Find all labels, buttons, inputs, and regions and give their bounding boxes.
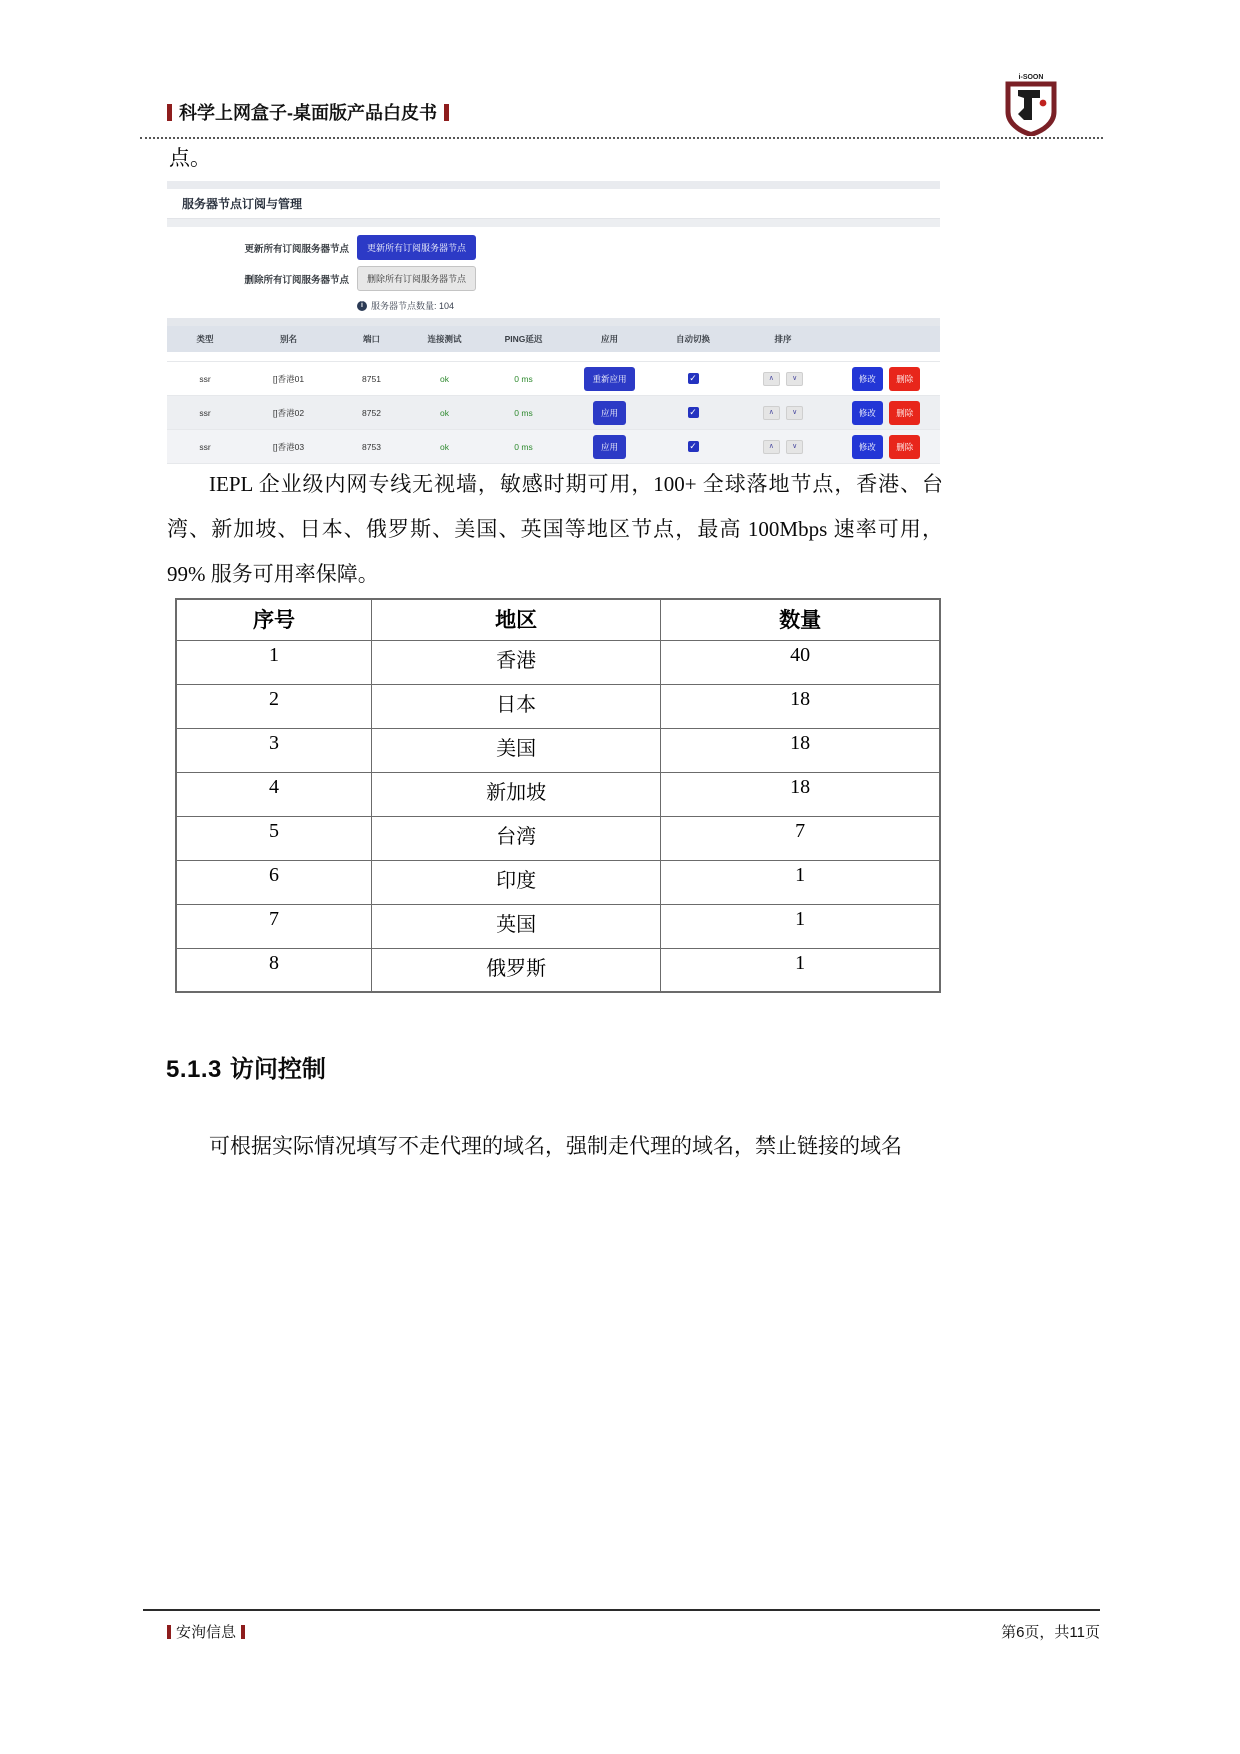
- cell-region: 英国: [372, 904, 661, 948]
- cell-count: 1: [661, 948, 940, 992]
- cell-count: 18: [661, 728, 940, 772]
- node-test-status: ok: [440, 373, 449, 384]
- region-table: [175, 598, 941, 993]
- col-port: 端口: [362, 334, 380, 344]
- delete-button[interactable]: 删除: [889, 401, 920, 425]
- red-bar-icon: [167, 1625, 171, 1639]
- node-alias: []香港02: [272, 407, 305, 418]
- delete-button[interactable]: 删除: [889, 367, 920, 391]
- region-table-header: [176, 599, 940, 640]
- reapply-button[interactable]: 重新应用: [584, 367, 634, 391]
- cell-no: 5: [176, 816, 372, 860]
- cell-region: 日本: [372, 684, 661, 728]
- node-count-text: 服务器节点数量: 104: [371, 301, 455, 311]
- red-bar-icon: [167, 104, 172, 121]
- paragraph-iepl: IEPL 企业级内网专线无视墙，敏感时期可用，100+ 全球落地节点，香港、台湾、新加坡、日本、俄罗斯、美国、英国等地区节点，最高 100Mbps 速率可用，99% 服务可用率保障。: [167, 472, 943, 586]
- auto-switch-checkbox[interactable]: ✓: [689, 407, 697, 417]
- app-divider: [167, 219, 940, 227]
- col-conn-test: 连接测试: [427, 334, 462, 344]
- col-sort: 排序: [774, 334, 792, 344]
- node-row-1: [167, 362, 940, 396]
- table-row: [176, 904, 940, 948]
- node-port: 8752: [362, 407, 381, 418]
- table-row: [176, 728, 940, 772]
- section-number: 5.1.3: [166, 1056, 222, 1083]
- info-icon: i: [357, 301, 367, 311]
- col-alias: 别名: [279, 334, 297, 344]
- table-spacer: [167, 352, 940, 362]
- node-port: 8753: [362, 441, 381, 452]
- delete-subscription-row: [167, 263, 940, 294]
- update-subscription-label: 更新所有订阅服务器节点: [244, 243, 349, 255]
- cell-no: 6: [176, 860, 372, 904]
- sort-up-button[interactable]: ∧: [763, 440, 780, 454]
- col-auto-switch: 自动切换: [675, 334, 710, 344]
- node-ping: 0 ms: [514, 441, 533, 452]
- sort-down-button[interactable]: ∨: [786, 372, 803, 386]
- logo-text: i-SOON: [1018, 74, 1044, 81]
- delete-subscription-button[interactable]: 删除所有订阅服务器节点: [357, 266, 476, 291]
- header-no: 序号: [176, 599, 372, 640]
- node-alias: []香港03: [272, 441, 305, 452]
- cell-no: 8: [176, 948, 372, 992]
- cell-no: 4: [176, 772, 372, 816]
- logo-dot-icon: [1040, 100, 1047, 107]
- cell-count: 7: [661, 816, 940, 860]
- app-form: [167, 227, 940, 318]
- col-ping: PING延迟: [504, 334, 543, 344]
- modify-button[interactable]: 修改: [852, 401, 883, 425]
- node-row-2: [167, 396, 940, 430]
- auto-switch-checkbox[interactable]: ✓: [689, 373, 697, 383]
- app-screenshot: [167, 181, 940, 464]
- cell-no: 7: [176, 904, 372, 948]
- modify-button[interactable]: 修改: [852, 435, 883, 459]
- doc-header: [167, 99, 449, 125]
- section-heading: [166, 1049, 326, 1084]
- sort-down-button[interactable]: ∨: [786, 406, 803, 420]
- cell-region: 俄罗斯: [372, 948, 661, 992]
- apply-button[interactable]: 应用: [593, 435, 626, 459]
- node-test-status: ok: [440, 441, 449, 452]
- node-ping: 0 ms: [514, 407, 533, 418]
- node-port: 8751: [362, 373, 381, 384]
- modify-button[interactable]: 修改: [852, 367, 883, 391]
- cell-count: 40: [661, 640, 940, 684]
- footer-divider: [143, 1609, 1100, 1611]
- sort-up-button[interactable]: ∧: [763, 372, 780, 386]
- cell-region: 新加坡: [372, 772, 661, 816]
- apply-button[interactable]: 应用: [593, 401, 626, 425]
- cell-no: 3: [176, 728, 372, 772]
- table-row: [176, 816, 940, 860]
- table-row: [176, 772, 940, 816]
- cell-count: 1: [661, 904, 940, 948]
- cell-no: 1: [176, 640, 372, 684]
- auto-switch-checkbox[interactable]: ✓: [689, 441, 697, 451]
- cell-count: 18: [661, 772, 940, 816]
- app-divider: [167, 318, 940, 326]
- footer-company-name: 安洵信息: [176, 1624, 237, 1641]
- app-top-strip: [167, 181, 940, 189]
- node-count-row: [357, 299, 940, 312]
- header-divider: [140, 137, 1103, 139]
- footer-company: [167, 1621, 245, 1642]
- sort-down-button[interactable]: ∨: [786, 440, 803, 454]
- cell-region: 美国: [372, 728, 661, 772]
- table-row: [176, 860, 940, 904]
- page-number: 第6页，共11页: [1001, 1624, 1100, 1641]
- cell-count: 1: [661, 860, 940, 904]
- header-region: 地区: [372, 599, 661, 640]
- node-table-header: [167, 326, 940, 352]
- node-test-status: ok: [440, 407, 449, 418]
- cell-region: 台湾: [372, 816, 661, 860]
- cell-region: 香港: [372, 640, 661, 684]
- col-type: 类型: [196, 334, 214, 344]
- paragraph-access-control: 可根据实际情况填写不走代理的域名，强制走代理的域名，禁止链接的域名: [209, 1134, 902, 1158]
- node-ping: 0 ms: [514, 373, 533, 384]
- node-row-3: [167, 430, 940, 464]
- delete-button[interactable]: 删除: [889, 435, 920, 459]
- table-row: [176, 948, 940, 992]
- header-count: 数量: [661, 599, 940, 640]
- table-row: [176, 640, 940, 684]
- cell-region: 印度: [372, 860, 661, 904]
- red-bar-icon: [241, 1625, 245, 1639]
- isoon-logo: [1002, 70, 1060, 136]
- red-bar-icon: [444, 104, 449, 121]
- node-alias: []香港01: [272, 373, 305, 384]
- update-subscription-row: [167, 232, 940, 263]
- doc-title: 科学上网盒子-桌面版产品白皮书: [179, 103, 437, 123]
- node-type: ssr: [199, 441, 211, 452]
- cell-count: 18: [661, 684, 940, 728]
- sort-up-button[interactable]: ∧: [763, 406, 780, 420]
- table-row: [176, 684, 940, 728]
- app-panel-title: 服务器节点订阅与管理: [182, 197, 303, 211]
- app-titlebar: [167, 189, 940, 219]
- delete-subscription-label: 删除所有订阅服务器节点: [244, 274, 349, 286]
- update-subscription-button[interactable]: 更新所有订阅服务器节点: [357, 235, 476, 260]
- cell-no: 2: [176, 684, 372, 728]
- section-title: 访问控制: [229, 1056, 326, 1083]
- node-type: ssr: [199, 407, 211, 418]
- node-type: ssr: [199, 373, 211, 384]
- lead-text: 点。: [169, 146, 211, 170]
- col-apply: 应用: [600, 334, 618, 344]
